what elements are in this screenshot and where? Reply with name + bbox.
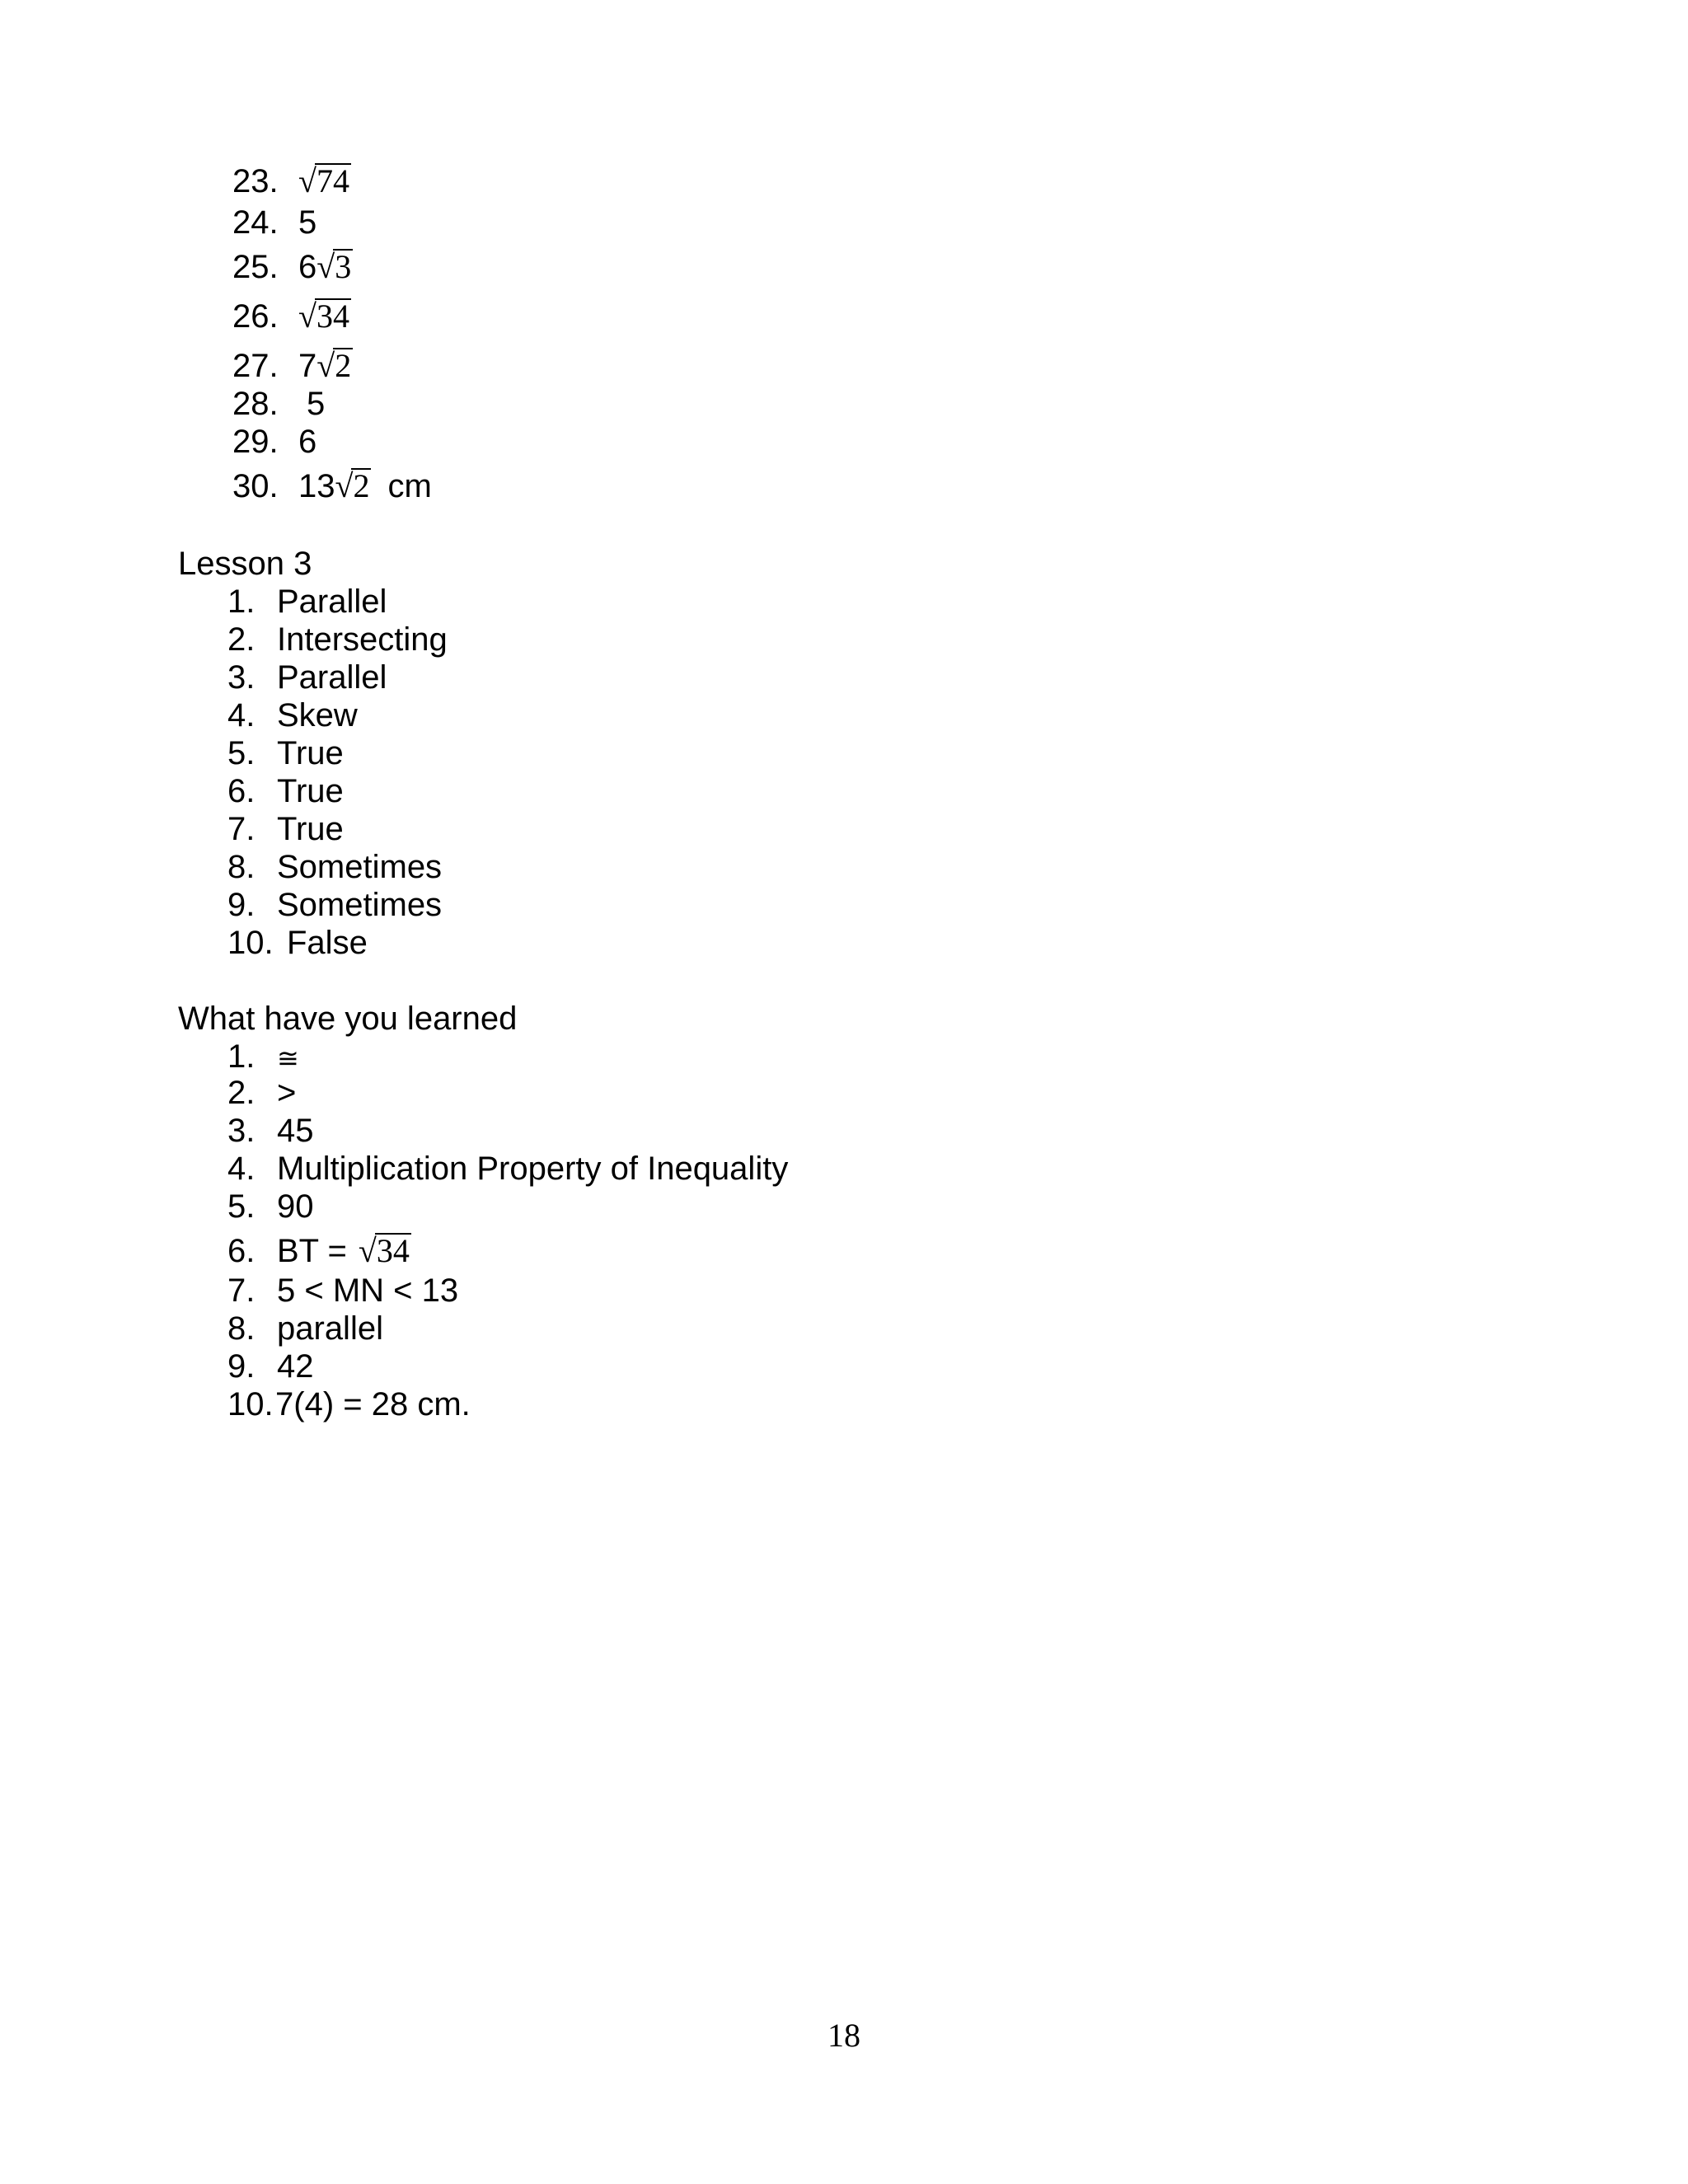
section-heading-lesson-3: Lesson 3 bbox=[178, 546, 312, 582]
answer-item bbox=[227, 582, 387, 621]
item-number: 4. bbox=[227, 697, 256, 733]
item-number: 2. bbox=[227, 621, 256, 658]
square-root-expression bbox=[359, 1231, 411, 1271]
square-root-expression bbox=[298, 297, 351, 336]
answer-text: 5 bbox=[307, 386, 326, 422]
answer-item bbox=[227, 1347, 314, 1386]
answer-text: > bbox=[277, 1075, 297, 1111]
item-number: 4. bbox=[227, 1151, 256, 1187]
answer-text: 7(4) = 28 cm. bbox=[275, 1386, 471, 1422]
answer-text: 42 bbox=[277, 1348, 314, 1385]
answer-text: False bbox=[287, 925, 368, 961]
answer-text: True bbox=[277, 773, 344, 809]
answer-item bbox=[227, 1385, 471, 1424]
answer-text: Parallel bbox=[277, 659, 387, 696]
item-number: 9. bbox=[227, 887, 256, 923]
item-number: 3. bbox=[227, 1113, 256, 1149]
answer-item bbox=[227, 1187, 314, 1226]
answer-text: 45 bbox=[277, 1113, 314, 1149]
radical-sign: √ bbox=[335, 467, 354, 504]
coefficient: 7 bbox=[298, 348, 317, 384]
radicand: 34 bbox=[376, 1232, 410, 1269]
answer-item bbox=[232, 203, 316, 242]
item-number: 8. bbox=[227, 849, 256, 885]
answer-item bbox=[227, 1271, 458, 1310]
radicand: 74 bbox=[316, 162, 349, 199]
item-number: 5. bbox=[227, 735, 256, 771]
coefficient: 6 bbox=[298, 249, 317, 285]
item-number: 3. bbox=[227, 659, 256, 696]
item-number: 7. bbox=[227, 1272, 256, 1309]
answer-item bbox=[232, 346, 353, 386]
item-number: 24. bbox=[232, 204, 279, 241]
item-number: 7. bbox=[227, 811, 256, 847]
item-number: 26. bbox=[232, 298, 279, 335]
item-number: 23. bbox=[232, 163, 279, 199]
item-number: 28. bbox=[232, 386, 279, 422]
unit-label: cm bbox=[387, 468, 432, 504]
answer-item bbox=[232, 466, 432, 506]
item-number: 30. bbox=[232, 468, 279, 504]
answer-item bbox=[227, 1231, 411, 1271]
answer-item bbox=[227, 885, 442, 925]
answer-item bbox=[232, 384, 325, 424]
radical-sign: √ bbox=[316, 347, 335, 384]
item-number: 10. bbox=[227, 1386, 274, 1422]
answer-text: 5 bbox=[298, 204, 317, 241]
answer-item bbox=[232, 297, 351, 336]
answer-item bbox=[227, 1111, 314, 1151]
answer-text: Sometimes bbox=[277, 887, 443, 923]
answer-item bbox=[227, 1149, 788, 1188]
answer-item bbox=[227, 771, 344, 811]
answer-text: parallel bbox=[277, 1310, 383, 1347]
answer-text: Parallel bbox=[277, 583, 387, 620]
radical-sign: √ bbox=[358, 1232, 377, 1269]
answer-text: 5 < MN < 13 bbox=[277, 1272, 459, 1309]
answer-text: Intersecting bbox=[277, 621, 448, 658]
answer-item bbox=[227, 658, 387, 697]
answer-item bbox=[227, 847, 442, 887]
answer-item bbox=[227, 923, 368, 963]
radicand: 3 bbox=[335, 248, 352, 285]
item-number: 1. bbox=[227, 1038, 256, 1075]
square-root-expression bbox=[316, 247, 353, 287]
answer-text: 6 bbox=[298, 424, 317, 460]
answer-text: True bbox=[277, 811, 344, 847]
item-number: 27. bbox=[232, 348, 279, 384]
answer-prefix: BT = bbox=[277, 1233, 347, 1269]
answer-text: Sometimes bbox=[277, 849, 443, 885]
answer-item bbox=[232, 162, 351, 201]
square-root-expression bbox=[316, 346, 353, 386]
item-number: 6. bbox=[227, 1233, 256, 1269]
square-root-expression bbox=[335, 466, 372, 506]
item-number: 9. bbox=[227, 1348, 256, 1385]
answer-text: True bbox=[277, 735, 344, 771]
item-number: 10. bbox=[227, 925, 274, 961]
answer-item bbox=[227, 620, 448, 659]
answer-text: Multiplication Property of Inequality bbox=[277, 1151, 789, 1187]
item-number: 25. bbox=[232, 249, 279, 285]
item-number: 2. bbox=[227, 1075, 256, 1111]
answer-item bbox=[227, 1037, 299, 1078]
coefficient: 13 bbox=[298, 468, 335, 504]
answer-item bbox=[227, 696, 358, 735]
item-number: 1. bbox=[227, 583, 256, 620]
answer-text: ≅ bbox=[277, 1043, 299, 1074]
answer-text: 90 bbox=[277, 1188, 314, 1225]
answer-item bbox=[232, 247, 353, 287]
radical-sign: √ bbox=[316, 248, 335, 285]
radicand: 2 bbox=[335, 347, 352, 384]
answer-text: Skew bbox=[277, 697, 358, 733]
page-number: 18 bbox=[828, 2017, 860, 2054]
answer-item bbox=[227, 733, 344, 773]
item-number: 8. bbox=[227, 1310, 256, 1347]
answer-item bbox=[227, 1073, 296, 1113]
section-heading-what-have-you-learned: What have you learned bbox=[178, 1001, 518, 1037]
radicand: 2 bbox=[353, 467, 370, 504]
answer-item bbox=[227, 809, 344, 849]
item-number: 5. bbox=[227, 1188, 256, 1225]
radical-sign: √ bbox=[298, 162, 316, 199]
item-number: 6. bbox=[227, 773, 256, 809]
radicand: 34 bbox=[316, 298, 349, 335]
answer-item bbox=[232, 422, 316, 462]
item-number: 29. bbox=[232, 424, 279, 460]
square-root-expression bbox=[298, 162, 351, 201]
answer-item bbox=[227, 1309, 383, 1348]
radical-sign: √ bbox=[298, 298, 316, 335]
